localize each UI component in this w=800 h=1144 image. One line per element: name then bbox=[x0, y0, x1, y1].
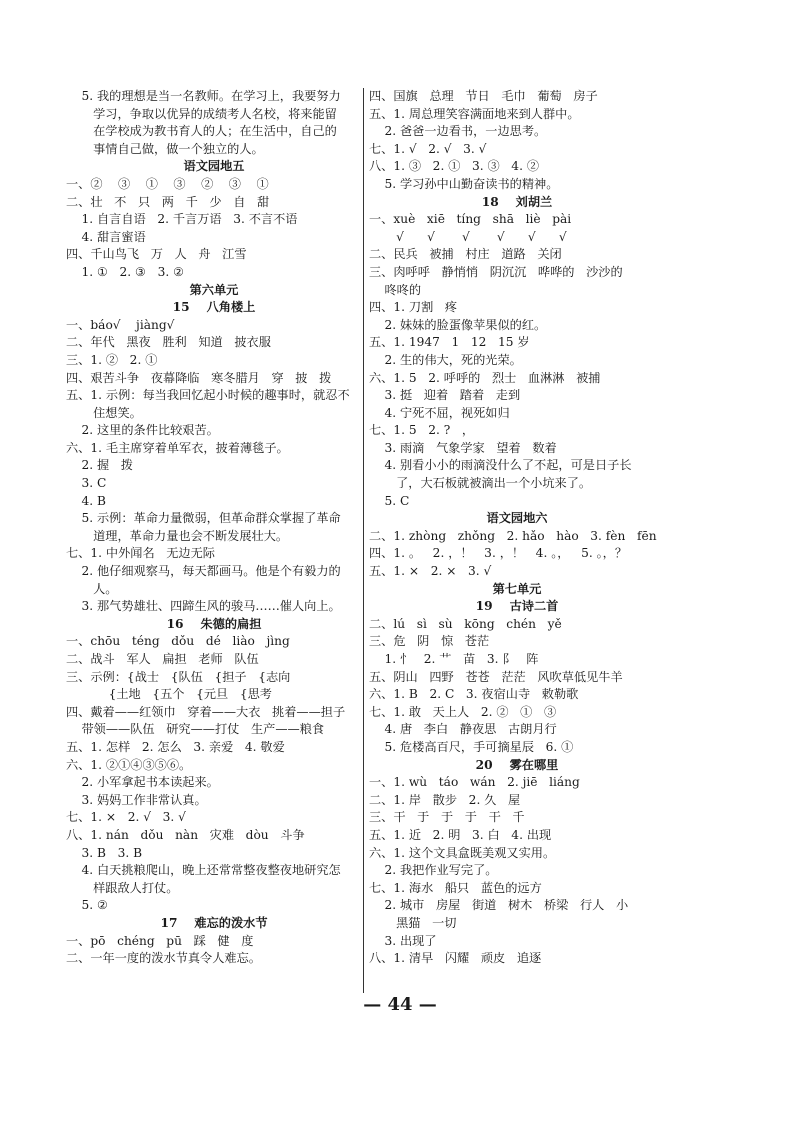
section-heading: 第六单元 bbox=[189, 282, 239, 297]
answer-line: 七、1. 5 2. ? ， bbox=[369, 423, 475, 438]
answer-line: 2. 握 拨 bbox=[66, 458, 133, 473]
answer-line: 2. 城市 房屋 街道 树木 桥梁 行人 小 bbox=[369, 898, 629, 913]
answer-line: 5. 示例：革命力量微弱，但革命群众掌握了革命 bbox=[66, 511, 341, 526]
answer-line: 黑猫 一切 bbox=[369, 915, 457, 930]
section-heading: 20 雾在哪里 bbox=[475, 757, 559, 772]
answer-line: 一、② ③ ① ③ ② ③ ① bbox=[66, 176, 269, 191]
answer-line: 二、民兵 被捕 村庄 道路 关闭 bbox=[369, 247, 562, 262]
answer-line: 2. 我把作业写完了。 bbox=[369, 863, 498, 878]
answer-line: 人。 bbox=[66, 581, 118, 596]
answer-line: 一、xuè xiē tíng shā liè pài bbox=[369, 212, 572, 227]
answer-line: {土地 {五个 {元旦 {思考 bbox=[66, 687, 272, 702]
answer-line: 4. B bbox=[66, 493, 106, 508]
section-heading: 语文园地六 bbox=[486, 511, 548, 526]
answer-line: 4. 别看小小的雨滴没什么了不起，可是日子长 bbox=[369, 458, 632, 473]
answer-line: 二、lú sì sù kōng chén yě bbox=[369, 616, 562, 631]
answer-line: 事情自己做，做一个独立的人。 bbox=[66, 141, 264, 156]
section-heading: 19 古诗二首 bbox=[475, 599, 559, 614]
answer-line: 三、危 阴 惊 苍茫 bbox=[369, 634, 490, 649]
section-heading: 语文园地五 bbox=[183, 159, 245, 174]
answer-line: 六、1. ②①④③⑤⑥。 bbox=[66, 757, 192, 772]
answer-line: 道理，革命力量也会不断发展壮大。 bbox=[66, 528, 289, 543]
answer-line: 七、1. 敢 天上人 2. ② ① ③ bbox=[369, 704, 557, 719]
left-column bbox=[66, 88, 362, 968]
answer-line: 五、1. 近 2. 明 3. 白 4. 出现 bbox=[369, 827, 552, 842]
answer-line: 2. 这里的条件比较艰苦。 bbox=[66, 423, 219, 438]
page-number: — 44 — bbox=[363, 994, 437, 1015]
answer-line: 二、壮 不 只 两 千 少 自 甜 bbox=[66, 194, 270, 209]
answer-line: 3. 妈妈工作非常认真。 bbox=[66, 792, 207, 807]
answer-line: 一、pō chéng pū 踩 健 度 bbox=[66, 933, 254, 948]
answer-line: 4. 唐 李白 静夜思 古朗月行 bbox=[369, 722, 557, 737]
answer-line: 5. C bbox=[369, 493, 410, 508]
answer-line: 学习，争取以优异的成绩考人名校，将来能留 bbox=[66, 106, 337, 121]
answer-line: 四、千山鸟飞 万 人 舟 江雪 bbox=[66, 247, 247, 262]
answer-line: 四、国旗 总理 节日 毛巾 葡萄 房子 bbox=[369, 89, 598, 103]
answer-line: 3. 挺 迎着 踏着 走到 bbox=[369, 388, 521, 403]
answer-line: 4. 宁死不屈，视死如归 bbox=[369, 405, 510, 420]
answer-line: 了，大石板就被滴出一个小坑来了。 bbox=[369, 476, 592, 491]
answer-line: 一、1. wù táo wán 2. jiē liáng bbox=[369, 775, 580, 790]
answer-line: 八、1. 清早 闪耀 顽皮 追逐 bbox=[369, 951, 542, 966]
answer-line: 1. ① 2. ③ 3. ② bbox=[66, 264, 185, 279]
answer-line: 5. 学习孙中山勤奋读书的精神。 bbox=[369, 176, 559, 191]
answer-line: 二、1. 岸 散步 2. 久 屋 bbox=[369, 792, 521, 807]
answer-line: 五、1. 怎样 2. 怎么 3. 亲爱 4. 敬爱 bbox=[66, 739, 285, 754]
answer-line: 3. 出现了 bbox=[369, 933, 437, 948]
answer-line: 七、1. √ 2. √ 3. √ bbox=[369, 141, 487, 156]
answer-line: 四、1. 刀割 疼 bbox=[369, 300, 458, 315]
section-heading: 第七单元 bbox=[492, 581, 542, 596]
answer-line: 四、艰苦斗争 夜幕降临 寒冬腊月 穿 披 拨 bbox=[66, 370, 332, 385]
answer-line: 2. 妹妹的脸蛋像苹果似的红。 bbox=[369, 317, 547, 332]
answer-line: 2. 生的伟大，死的光荣。 bbox=[369, 352, 522, 367]
section-heading: 16 朱德的扁担 bbox=[166, 616, 262, 631]
answer-line: 四、戴着——红领巾 穿着——大衣 挑着——担子 bbox=[66, 704, 346, 719]
answer-line: 六、1. B 2. C 3. 夜宿山寺 敕勒歌 bbox=[369, 687, 579, 702]
answer-line: 六、1. 这个文具盒既美观又实用。 bbox=[369, 845, 556, 860]
answer-line: 5. 危楼高百尺，手可摘星辰 6. ① bbox=[369, 739, 574, 754]
answer-line: 八、1. nán dǒu nàn 灾难 dòu 斗争 bbox=[66, 827, 305, 842]
answer-line: 二、战斗 军人 扁担 老师 队伍 bbox=[66, 652, 259, 666]
answer-line: 带领——队伍 研究——打仗 生产——粮食 bbox=[66, 722, 325, 737]
answer-line: 3. 那气势雄壮、四蹄生风的骏马……催人向上。 bbox=[66, 599, 341, 614]
answer-line: 五、1. 周总理笑容满面地来到人群中。 bbox=[369, 106, 580, 121]
answer-line: 3. C bbox=[66, 476, 107, 491]
answer-line: 5. 我的理想是当一名教师。在学习上，我要努力 bbox=[66, 89, 341, 103]
answer-line: 六、1. 毛主席穿着单军衣，披着薄毯子。 bbox=[66, 440, 289, 455]
answer-line: 五、1. × 2. × 3. √ bbox=[369, 564, 492, 579]
answer-line: 4. 甜言蜜语 bbox=[66, 229, 146, 244]
answer-line: 四、1. 。 2. ，！ 3. ，！ 4. 。， 5. 。，？ bbox=[369, 546, 628, 561]
right-column bbox=[369, 88, 665, 968]
answer-line: 六、1. 5 2. 呼呼的 烈士 血淋淋 被捕 bbox=[369, 370, 601, 385]
answer-line: 一、chōu téng dǒu dé liào jìng bbox=[66, 634, 290, 649]
answer-line: 2. 爸爸一边看书，一边思考。 bbox=[369, 124, 547, 139]
answer-line: 1. 自言自语 2. 千言万语 3. 不言不语 bbox=[66, 212, 298, 227]
answer-line: 2. 小军拿起书本读起来。 bbox=[66, 775, 219, 790]
answer-line: 咚咚的 bbox=[369, 282, 422, 297]
answer-line: 4. 白天挑粮爬山，晚上还常常整夜整夜地研究怎 bbox=[66, 863, 341, 878]
answer-line: 1. 忄 2. 艹 苗 3. 阝 阵 bbox=[369, 652, 539, 666]
answer-line: 七、1. × 2. √ 3. √ bbox=[66, 810, 186, 825]
answer-line: 5. ② bbox=[66, 898, 108, 913]
answer-line: 二、1. zhòng zhǒng 2. hǎo hào 3. fèn fēn bbox=[369, 528, 657, 543]
answer-line: 二、一年一度的泼水节真令人难忘。 bbox=[66, 951, 261, 966]
answer-line: 一、báo√ jiàng√ bbox=[66, 317, 175, 332]
answer-line: 三、示例：{战士 {队伍 {担子 {志向 bbox=[66, 669, 291, 684]
answer-line: 三、1. ② 2. ① bbox=[66, 352, 158, 367]
answer-line: 二、年代 黑夜 胜利 知道 披衣服 bbox=[66, 335, 271, 350]
answer-line: 八、1. ③ 2. ① 3. ③ 4. ② bbox=[369, 159, 540, 174]
answer-line: 五、1. 1947 1 12 15 岁 bbox=[369, 335, 530, 350]
answer-line: 三、肉呼呼 静悄悄 阴沉沉 哗哗的 沙沙的 bbox=[369, 264, 623, 279]
answer-line: 七、1. 中外闻名 无边无际 bbox=[66, 546, 215, 561]
answer-line: 七、1. 海水 船只 蓝色的远方 bbox=[369, 880, 542, 895]
answer-line: √ √ √ √ √ √ bbox=[369, 229, 567, 244]
answer-line: 五、阴山 四野 苍苍 茫茫 风吹草低见牛羊 bbox=[369, 669, 623, 684]
answer-line: 样跟敌人打仗。 bbox=[66, 880, 179, 895]
answer-line: 3. 雨滴 气象学家 望着 数着 bbox=[369, 440, 557, 455]
answer-line: 在学校成为教书育人的人；在生活中，自己的 bbox=[66, 124, 337, 139]
section-heading: 17 难忘的泼水节 bbox=[160, 915, 268, 930]
section-heading: 15 八角楼上 bbox=[172, 300, 256, 315]
section-heading: 18 刘胡兰 bbox=[481, 194, 553, 209]
answer-line: 三、干 于 于 于 干 千 bbox=[369, 810, 525, 825]
answer-line: 五、1. 示例：每当我回忆起小时候的趣事时，就忍不 bbox=[66, 388, 350, 403]
answer-line: 2. 他仔细观察马，每天都画马。他是个有毅力的 bbox=[66, 564, 341, 579]
column-divider bbox=[363, 88, 364, 993]
answer-line: 3. B 3. B bbox=[66, 845, 143, 860]
answer-line: 住想笑。 bbox=[66, 405, 142, 420]
